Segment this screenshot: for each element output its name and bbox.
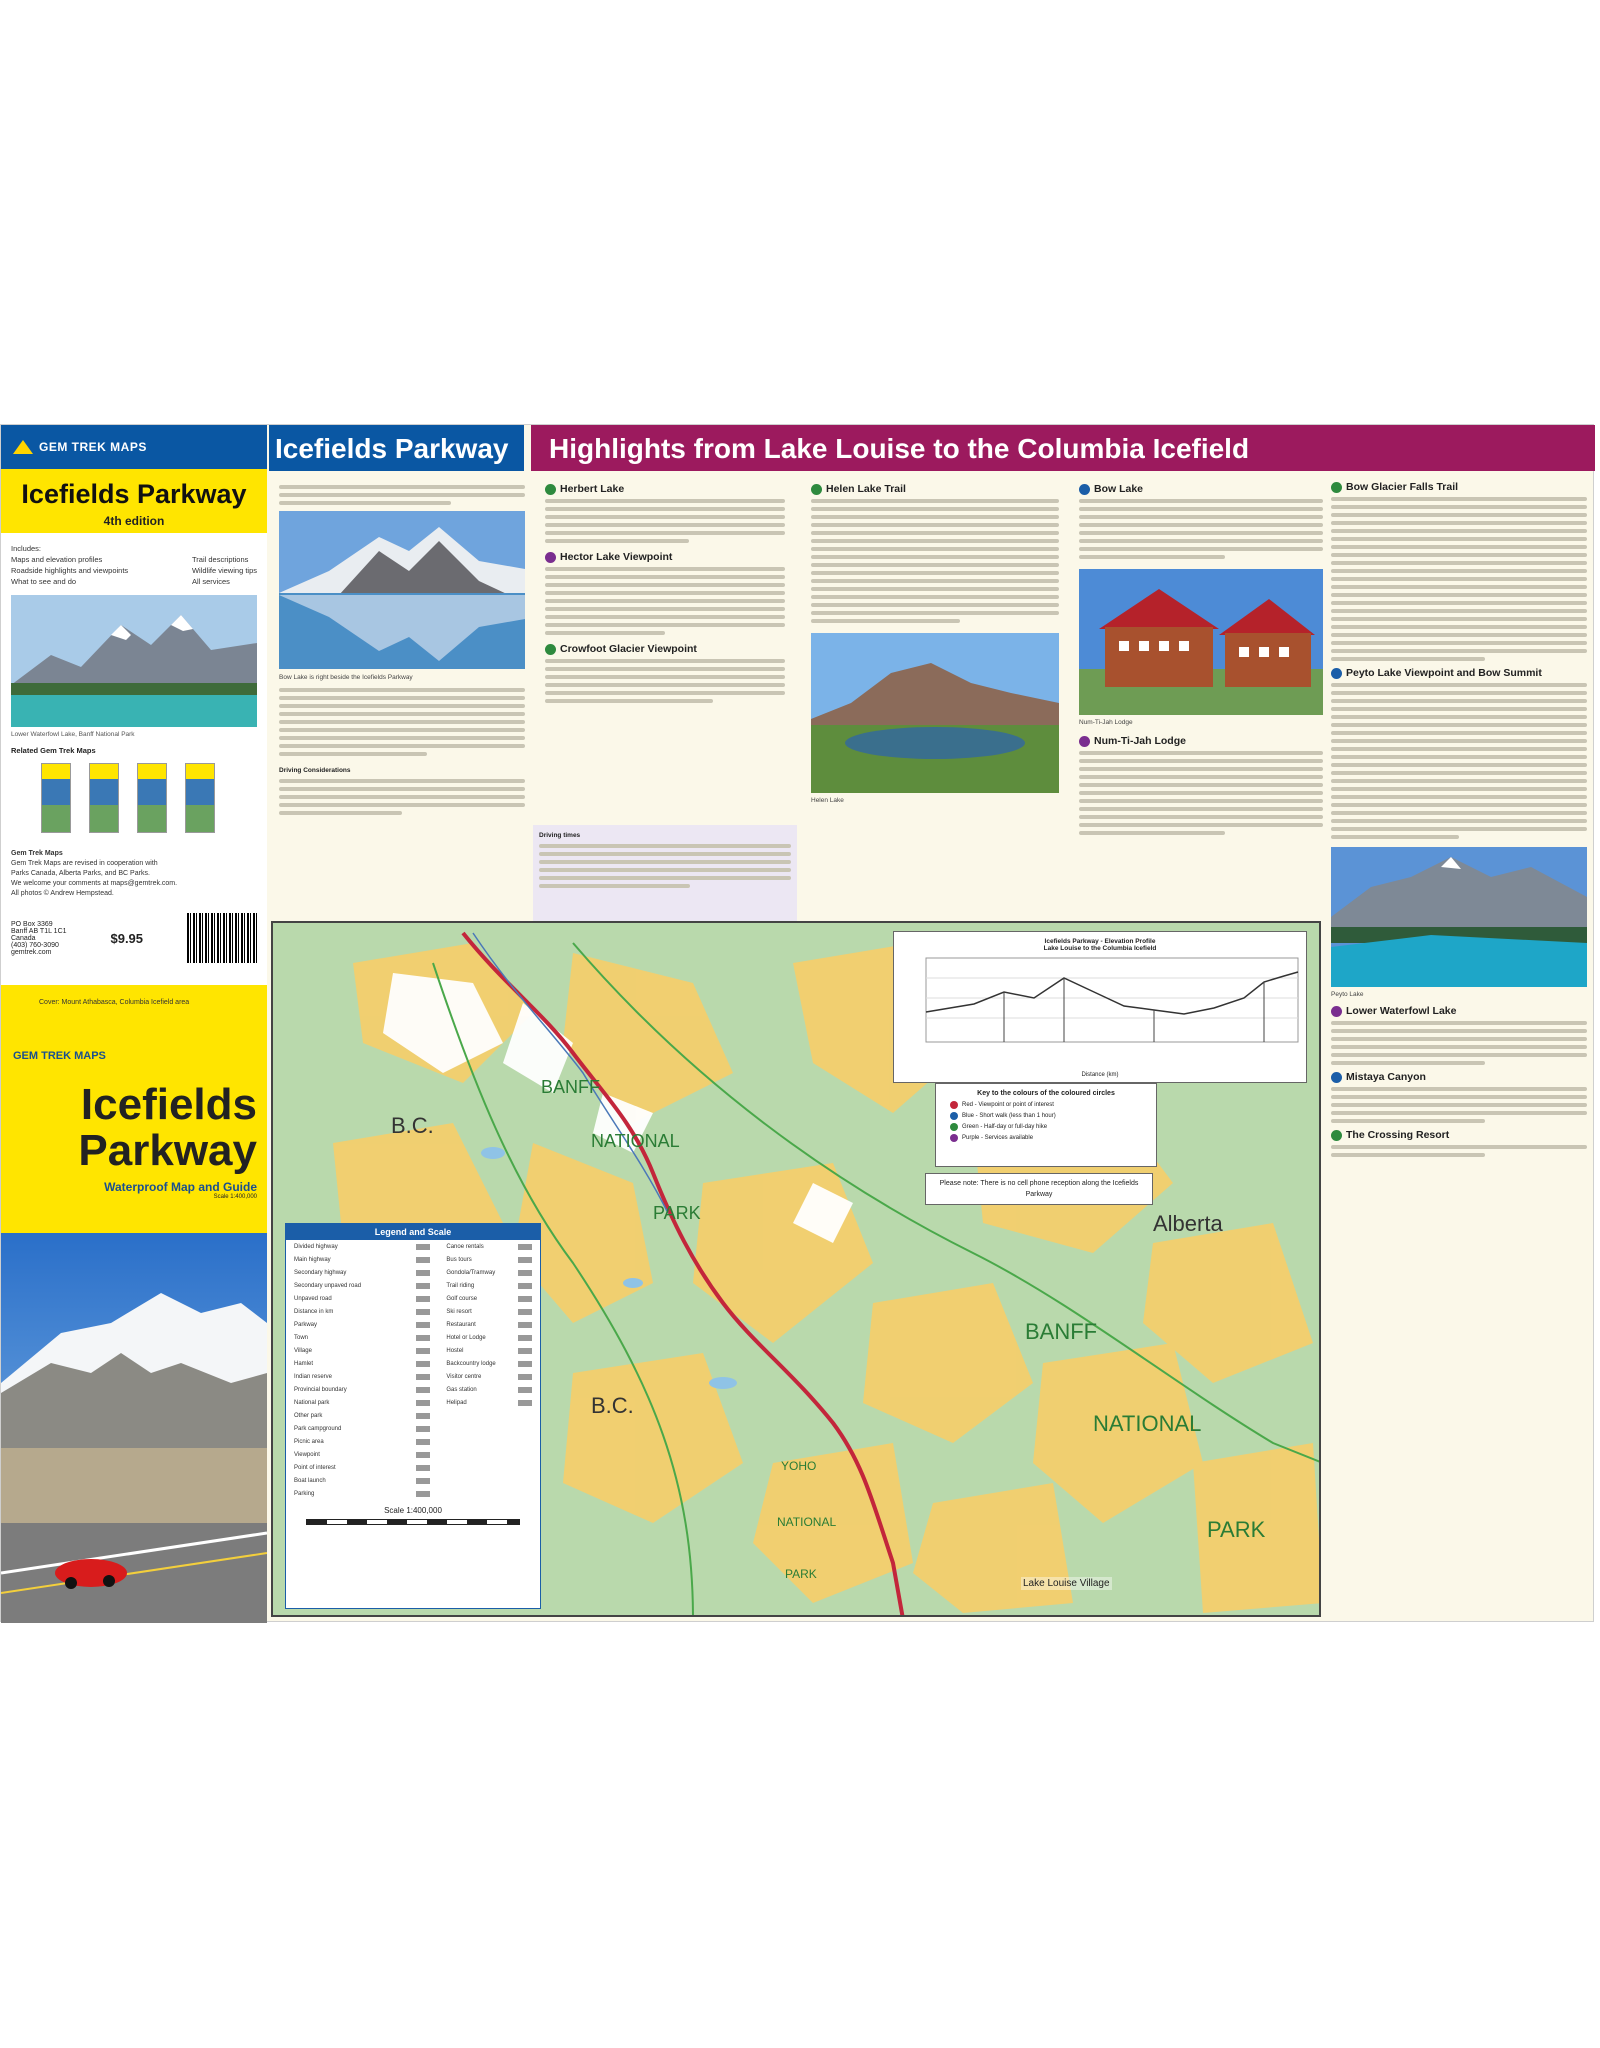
bow-lake-photo xyxy=(279,511,525,669)
legend-symbol-icon xyxy=(518,1322,532,1328)
legend-label: Helipad xyxy=(446,1399,467,1406)
park-label: BANFF xyxy=(541,1077,601,1097)
legend-label: Viewpoint xyxy=(294,1451,320,1458)
driving-considerations-heading: Driving Considerations xyxy=(279,767,351,774)
highlight-heading xyxy=(1079,735,1323,747)
legend-symbol-icon xyxy=(416,1387,430,1393)
hike-marker-icon xyxy=(1331,1130,1342,1141)
legend-item xyxy=(438,1318,540,1331)
publisher-line: All photos © Andrew Hempstead. xyxy=(11,890,114,897)
legend-item xyxy=(286,1461,438,1474)
legend-symbol-icon xyxy=(416,1465,430,1471)
related-map-thumbnail[interactable] xyxy=(89,763,119,833)
legend-label: Parking xyxy=(294,1490,315,1497)
park-label: YOHO xyxy=(781,1459,817,1473)
peyto-caption: Peyto Lake xyxy=(1331,991,1364,998)
legend-symbol-icon xyxy=(416,1478,430,1484)
brand-name-cover: GEM TREK MAPS xyxy=(13,1050,106,1062)
legend-label: Provincial boundary xyxy=(294,1386,347,1393)
profile-title: Icefields Parkway - Elevation Profile xyxy=(1044,938,1156,945)
legend-item xyxy=(286,1292,438,1305)
cover-title: Icefields Parkway xyxy=(21,479,247,509)
legend-symbol-icon xyxy=(416,1244,430,1250)
legend-symbol-icon xyxy=(518,1348,532,1354)
legend-symbol-icon xyxy=(416,1348,430,1354)
highlights-column-2 xyxy=(811,475,1059,805)
highlight-heading xyxy=(1331,1071,1587,1083)
viewpoint-marker-icon xyxy=(950,1101,958,1109)
key-item xyxy=(950,1112,1150,1120)
legend-label: Distance in km xyxy=(294,1308,334,1315)
cover-subtitle: Waterproof Map and Guide xyxy=(104,1180,257,1194)
include-item: Wildlife viewing tips xyxy=(191,566,257,575)
legend-label: Golf course xyxy=(446,1295,478,1302)
legend-label: Gondola/Tramway xyxy=(446,1269,496,1276)
key-item xyxy=(950,1101,1150,1109)
legend-left-column xyxy=(286,1240,438,1500)
legend-symbol-icon xyxy=(416,1452,430,1458)
hike-marker-icon xyxy=(811,484,822,495)
walk-marker-icon xyxy=(950,1112,958,1120)
legend-symbol-icon xyxy=(416,1491,430,1497)
legend-symbol-icon xyxy=(416,1374,430,1380)
walk-marker-icon xyxy=(1331,1072,1342,1083)
highlight-heading xyxy=(545,483,785,495)
legend-item xyxy=(286,1448,438,1461)
highlight-title: Hector Lake Viewpoint xyxy=(560,551,673,563)
legend-label: Parkway xyxy=(294,1321,318,1328)
legend-item xyxy=(286,1422,438,1435)
legend-label: Park campground xyxy=(294,1425,342,1432)
legend-item xyxy=(438,1331,540,1344)
include-item: Maps and elevation profiles xyxy=(11,555,103,564)
include-item: Roadside highlights and viewpoints xyxy=(11,566,129,575)
brand-name: GEM TREK MAPS xyxy=(39,440,147,454)
legend-label: Boat launch xyxy=(294,1477,326,1484)
includes-heading: Includes: xyxy=(11,544,42,553)
legend-symbol-icon xyxy=(518,1270,532,1276)
price-block xyxy=(1,899,267,963)
highlights-column-1 xyxy=(545,475,785,707)
walk-marker-icon xyxy=(1079,484,1090,495)
bc-label: B.C. xyxy=(391,1113,434,1138)
map-legend xyxy=(285,1223,541,1609)
park-label: PARK xyxy=(1207,1517,1266,1542)
legend-label: Secondary unpaved road xyxy=(294,1282,362,1289)
related-map-thumbnail[interactable] xyxy=(41,763,71,833)
legend-item xyxy=(286,1279,438,1292)
legend-item xyxy=(438,1396,540,1409)
legend-label: National park xyxy=(294,1399,330,1406)
legend-item xyxy=(286,1318,438,1331)
legend-label: Divided highway xyxy=(294,1243,338,1250)
helen-lake-photo xyxy=(811,633,1059,793)
key-item xyxy=(950,1134,1150,1142)
legend-item xyxy=(286,1474,438,1487)
walk-marker-icon xyxy=(1331,668,1342,679)
driving-times-box xyxy=(533,825,797,921)
legend-symbol-icon xyxy=(416,1283,430,1289)
legend-item xyxy=(286,1357,438,1370)
intro-column xyxy=(279,481,525,819)
legend-symbol-icon xyxy=(416,1322,430,1328)
highlight-heading xyxy=(1331,481,1587,493)
highlight-title: Peyto Lake Viewpoint and Bow Summit xyxy=(1346,667,1542,679)
section-header-right: Highlights from Lake Louise to the Columbia Icefield xyxy=(531,425,1595,471)
legend-label: Secondary highway xyxy=(294,1269,347,1276)
highlight-title: Crowfoot Glacier Viewpoint xyxy=(560,643,697,655)
park-label: PARK xyxy=(653,1203,701,1223)
legend-symbol-icon xyxy=(416,1361,430,1367)
publisher-line: Parks Canada, Alberta Parks, and BC Parks. xyxy=(11,870,150,877)
legend-item xyxy=(286,1383,438,1396)
address-line: gemtrek.com xyxy=(11,948,52,956)
cover-front xyxy=(1,985,267,1233)
services-marker-icon xyxy=(545,552,556,563)
legend-symbol-icon xyxy=(416,1257,430,1263)
highlight-title: Bow Lake xyxy=(1094,483,1144,495)
publisher-line: We welcome your comments at maps@gemtrek.com. xyxy=(11,880,178,887)
address-line: PO Box 3369 xyxy=(11,920,53,928)
legend-label: Other park xyxy=(294,1412,323,1419)
address-line: (403) 760-3090 xyxy=(11,941,59,949)
legend-symbol-icon xyxy=(518,1244,532,1250)
legend-label: Picnic area xyxy=(294,1438,324,1445)
legend-item xyxy=(438,1383,540,1396)
legend-symbol-icon xyxy=(416,1400,430,1406)
publisher-line: Gem Trek Maps are revised in cooperation with xyxy=(11,860,158,867)
related-maps-list xyxy=(1,759,267,833)
highlight-heading xyxy=(1331,1129,1587,1141)
legend-symbol-icon xyxy=(518,1283,532,1289)
publisher-info xyxy=(1,833,267,899)
peyto-lake-photo xyxy=(1331,847,1587,987)
park-label: BANFF xyxy=(1025,1319,1098,1344)
parkway-map[interactable] xyxy=(271,921,1321,1617)
profile-subtitle: Lake Louise to the Columbia Icefield xyxy=(1043,945,1157,952)
legend-symbol-icon xyxy=(416,1270,430,1276)
cell-phone-note: Please note: There is no cell phone reception along the Icefields Parkway xyxy=(925,1173,1153,1205)
services-marker-icon xyxy=(1079,736,1090,747)
address xyxy=(11,921,67,956)
big-title-line-2: Parkway xyxy=(78,1126,257,1175)
hike-marker-icon xyxy=(545,644,556,655)
legend-label: Trail riding xyxy=(446,1282,475,1289)
legend-title: Legend and Scale xyxy=(286,1224,540,1240)
legend-label: Restaurant xyxy=(446,1321,476,1328)
legend-label: Ski resort xyxy=(446,1308,472,1315)
highlight-heading xyxy=(811,483,1059,495)
legend-item xyxy=(438,1266,540,1279)
legend-label: Hotel or Lodge xyxy=(446,1334,486,1341)
legend-label: Indian reserve xyxy=(294,1373,333,1380)
legend-item xyxy=(286,1435,438,1448)
legend-item xyxy=(438,1370,540,1383)
legend-symbol-icon xyxy=(518,1335,532,1341)
legend-item xyxy=(438,1344,540,1357)
legend-scale: Scale 1:400,000 xyxy=(384,1506,442,1515)
legend-item xyxy=(286,1409,438,1422)
waterfowl-lake-photo xyxy=(11,595,257,727)
highlight-title: The Crossing Resort xyxy=(1346,1129,1450,1141)
profile-x-label: Distance (km) xyxy=(1081,1072,1119,1078)
legend-item xyxy=(286,1487,438,1500)
legend-item xyxy=(438,1305,540,1318)
includes-list xyxy=(1,533,267,587)
park-label: NATIONAL xyxy=(777,1515,837,1529)
highlight-title: Helen Lake Trail xyxy=(826,483,906,495)
include-item: Trail descriptions xyxy=(191,555,249,564)
num-ti-jah-lodge-photo xyxy=(1079,569,1323,715)
highlight-title: Herbert Lake xyxy=(560,483,625,495)
elevation-profile xyxy=(893,931,1307,1083)
legend-label: Visitor centre xyxy=(446,1373,482,1380)
services-marker-icon xyxy=(950,1134,958,1142)
legend-item xyxy=(438,1292,540,1305)
section-header-left: Icefields Parkway xyxy=(269,425,524,471)
lodge-caption: Num-Ti-Jah Lodge xyxy=(1079,719,1133,726)
related-map-thumbnail[interactable] xyxy=(185,763,215,833)
barcode-icon xyxy=(187,913,257,963)
park-label: NATIONAL xyxy=(1093,1411,1202,1436)
legend-label: Point of interest xyxy=(294,1464,336,1471)
publisher-title: Gem Trek Maps xyxy=(11,850,63,857)
key-label: Purple - Services available xyxy=(962,1135,1034,1141)
legend-item xyxy=(286,1253,438,1266)
cover-caption: Cover: Mount Athabasca, Columbia Icefield area xyxy=(39,999,190,1006)
highlight-title: Num-Ti-Jah Lodge xyxy=(1094,735,1186,747)
hike-marker-icon xyxy=(950,1123,958,1131)
legend-symbol-icon xyxy=(518,1296,532,1302)
legend-item xyxy=(286,1396,438,1409)
big-title-line-1: Icefields xyxy=(80,1080,257,1129)
legend-item xyxy=(286,1305,438,1318)
park-label: PARK xyxy=(785,1567,817,1581)
legend-label: Bus tours xyxy=(446,1256,472,1263)
highlight-heading xyxy=(1079,483,1323,495)
legend-item xyxy=(438,1279,540,1292)
legend-label: Main highway xyxy=(294,1256,331,1263)
legend-item xyxy=(438,1253,540,1266)
highlight-title: Mistaya Canyon xyxy=(1346,1071,1426,1083)
photo-caption: Lower Waterfowl Lake, Banff National Park xyxy=(11,731,135,738)
legend-item xyxy=(438,1357,540,1370)
legend-right-column xyxy=(438,1240,540,1500)
legend-label: Unpaved road xyxy=(294,1295,332,1302)
address-line: Banff AB T1L 1C1 xyxy=(11,927,67,935)
related-map-thumbnail[interactable] xyxy=(137,763,167,833)
brand-bar xyxy=(1,425,267,469)
highlights-column-4 xyxy=(1331,475,1587,1161)
services-marker-icon xyxy=(1331,1006,1342,1017)
legend-label: Backcountry lodge xyxy=(446,1360,496,1367)
cover-panel xyxy=(1,425,267,1623)
cover-scale: Scale 1:400,000 xyxy=(213,1194,257,1200)
legend-label: Gas station xyxy=(446,1386,477,1393)
highlight-title: Bow Glacier Falls Trail xyxy=(1346,481,1459,493)
legend-label: Hostel xyxy=(446,1347,464,1354)
related-maps-title: Related Gem Trek Maps xyxy=(11,746,96,755)
legend-symbol-icon xyxy=(518,1257,532,1263)
park-label: NATIONAL xyxy=(591,1131,680,1151)
highlight-heading xyxy=(545,551,785,563)
include-item: All services xyxy=(191,577,230,586)
legend-item xyxy=(286,1344,438,1357)
map-sheet xyxy=(0,424,1594,1622)
legend-symbol-icon xyxy=(416,1335,430,1341)
legend-symbol-icon xyxy=(416,1439,430,1445)
price: $9.95 xyxy=(110,930,144,946)
legend-item xyxy=(286,1370,438,1383)
highlights-column-3 xyxy=(1079,475,1323,839)
highlight-heading xyxy=(1331,1005,1587,1017)
driving-times-heading: Driving times xyxy=(539,832,581,839)
legend-symbol-icon xyxy=(518,1361,532,1367)
hike-marker-icon xyxy=(1331,482,1342,493)
alberta-label: Alberta xyxy=(1153,1211,1223,1236)
mountain-logo-icon xyxy=(13,440,33,454)
circle-key xyxy=(935,1083,1157,1167)
key-label: Blue - Short walk (less than 1 hour) xyxy=(962,1113,1056,1119)
bow-lake-caption: Bow Lake is right beside the Icefields Parkway xyxy=(279,674,413,681)
key-item xyxy=(950,1123,1150,1131)
highlight-heading xyxy=(1331,667,1587,679)
cover-title-block xyxy=(1,469,267,533)
legend-symbol-icon xyxy=(518,1387,532,1393)
legend-label: Canoe rentals xyxy=(446,1243,484,1250)
legend-item xyxy=(286,1266,438,1279)
helen-lake-caption: Helen Lake xyxy=(811,797,844,804)
highlight-title: Lower Waterfowl Lake xyxy=(1346,1005,1457,1017)
legend-symbol-icon xyxy=(416,1426,430,1432)
highlight-heading xyxy=(545,643,785,655)
legend-label: Town xyxy=(294,1334,309,1341)
include-item: What to see and do xyxy=(11,577,77,586)
bc-label: B.C. xyxy=(591,1393,634,1418)
legend-symbol-icon xyxy=(518,1309,532,1315)
profile-chart xyxy=(894,952,1308,1062)
legend-item xyxy=(286,1240,438,1253)
town-label[interactable]: Lake Louise Village xyxy=(1023,1578,1110,1589)
legend-symbol-icon xyxy=(518,1374,532,1380)
address-line: Canada xyxy=(11,934,36,942)
legend-item xyxy=(286,1331,438,1344)
legend-symbol-icon xyxy=(416,1296,430,1302)
intro-text xyxy=(279,485,525,505)
legend-label: Village xyxy=(294,1347,312,1354)
legend-symbol-icon xyxy=(416,1309,430,1315)
key-label: Green - Half-day or full-day hike xyxy=(962,1124,1048,1130)
athabasca-photo xyxy=(1,1233,267,1623)
legend-symbol-icon xyxy=(416,1413,430,1419)
legend-item xyxy=(438,1240,540,1253)
key-title: Key to the colours of the coloured circles xyxy=(977,1090,1115,1097)
edition-label: 4th edition xyxy=(103,514,165,528)
key-label: Red - Viewpoint or point of interest xyxy=(962,1102,1054,1108)
legend-symbol-icon xyxy=(518,1400,532,1406)
scale-bar xyxy=(306,1519,520,1525)
legend-label: Hamlet xyxy=(294,1360,314,1367)
hike-marker-icon xyxy=(545,484,556,495)
